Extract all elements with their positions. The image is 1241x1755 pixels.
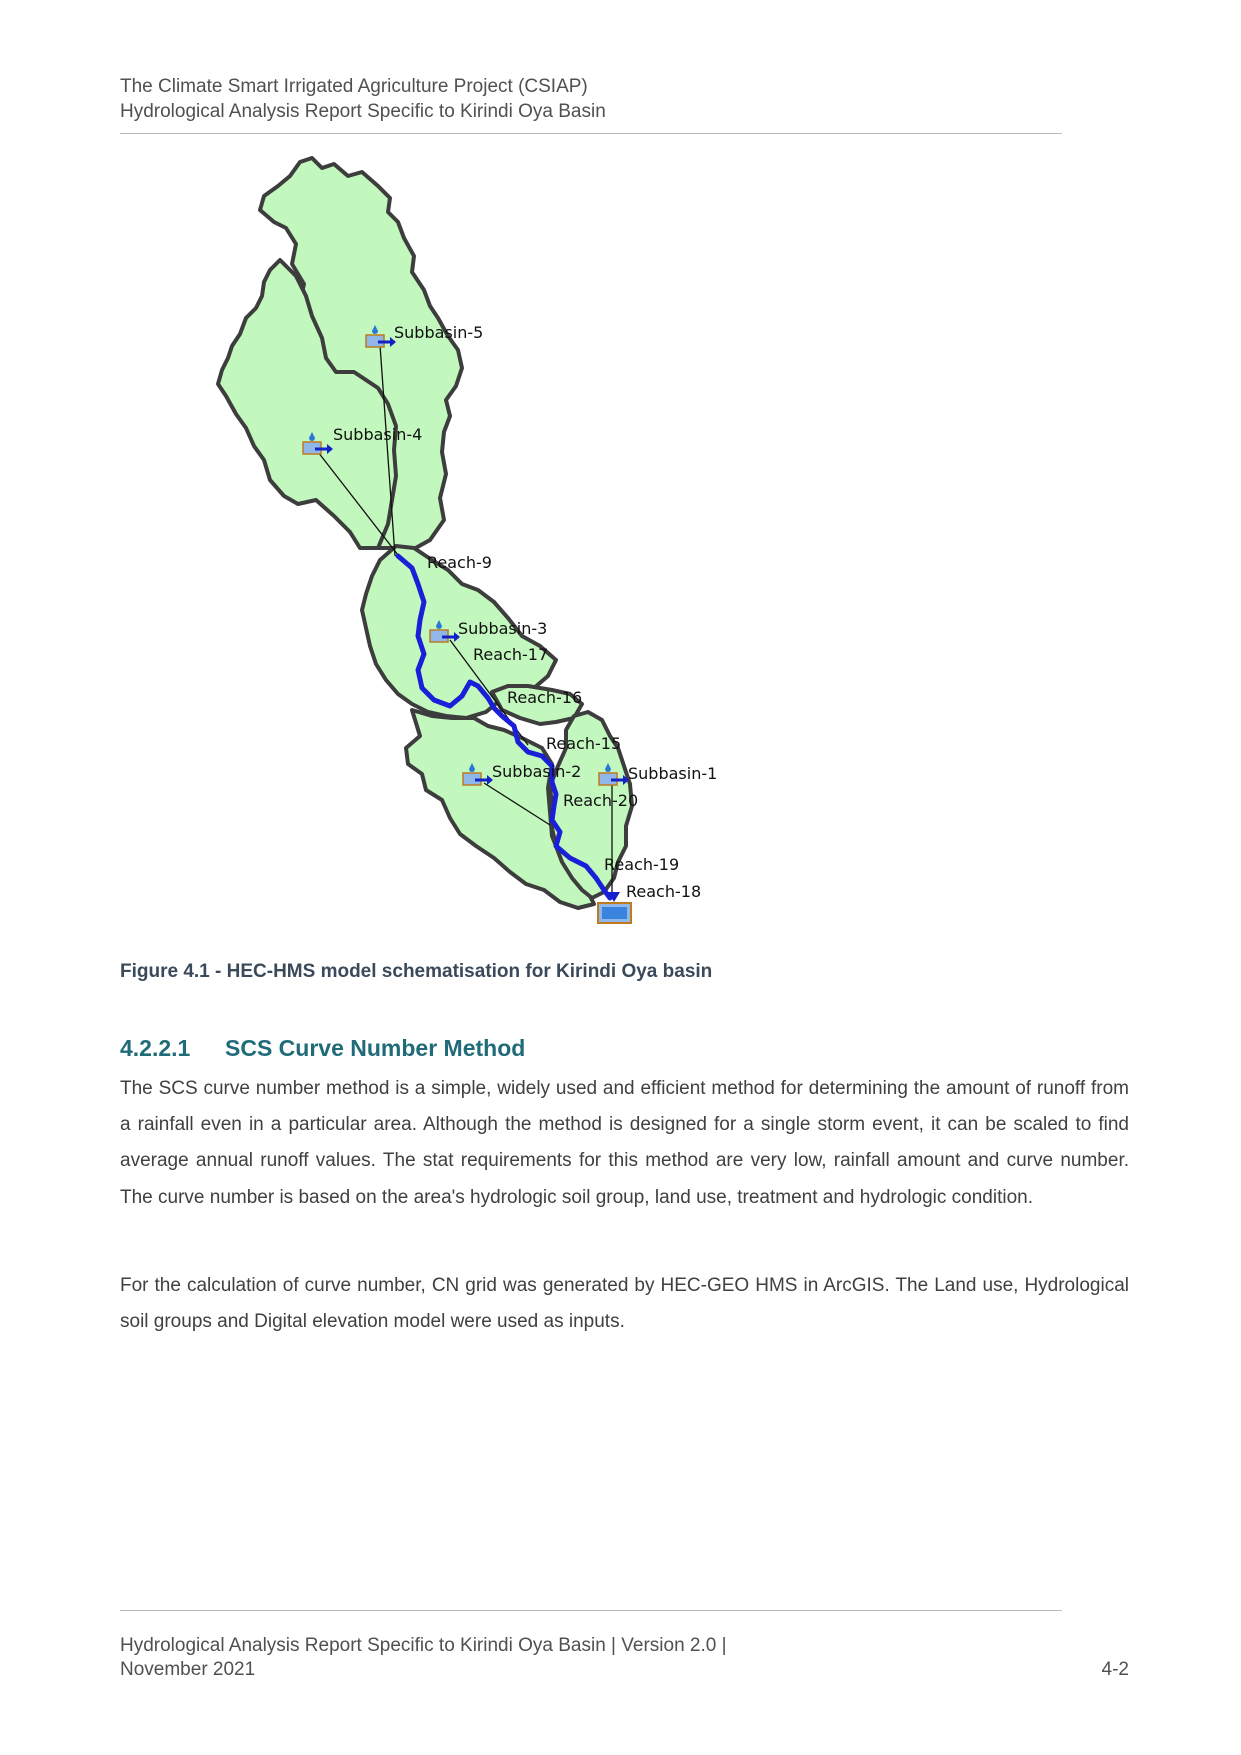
label-reach-9: Reach-9	[427, 553, 492, 572]
label-subbasin-5: Subbasin-5	[394, 323, 484, 342]
header-report-title: Hydrological Analysis Report Specific to Kirindi Oya Basin	[120, 101, 606, 122]
label-subbasin-3: Subbasin-3	[458, 619, 548, 638]
label-reach-18: Reach-18	[626, 882, 702, 901]
figure-caption: Figure 4.1 - HEC-HMS model schematisation for Kirindi Oya basin	[120, 961, 713, 982]
section-title: SCS Curve Number Method	[225, 1035, 526, 1061]
hec-hms-schematic-figure	[190, 150, 750, 930]
label-subbasin-2: Subbasin-2	[492, 762, 582, 781]
label-reach-16: Reach-16	[507, 688, 583, 707]
label-reach-20: Reach-20	[563, 791, 639, 810]
page-footer	[120, 1634, 727, 1682]
label-subbasin-1: Subbasin-1	[628, 764, 718, 783]
footer-divider	[120, 1610, 1062, 1611]
header-divider	[120, 133, 1062, 134]
label-subbasin-4: Subbasin-4	[333, 425, 423, 444]
body-paragraph: For the calculation of curve number, CN grid was generated by HEC-GEO HMS in ArcGIS. The Land use, Hydrological soil groups and Digital elevation model were used as inputs.	[120, 1275, 1129, 1333]
page-number: 4-2	[1101, 1659, 1129, 1680]
section-number: 4.2.2.1	[120, 1035, 191, 1061]
footer-date: November 2021	[120, 1659, 256, 1680]
label-reach-19: Reach-19	[604, 855, 680, 874]
label-reach-17: Reach-17	[473, 645, 549, 664]
header-project-title: The Climate Smart Irrigated Agriculture Project (CSIAP)	[120, 76, 588, 97]
section-heading	[120, 1035, 525, 1062]
label-reach-15: Reach-15	[546, 734, 622, 753]
page-header	[120, 74, 1062, 124]
footer-report-title: Hydrological Analysis Report Specific to Kirindi Oya Basin | Version 2.0 |	[120, 1635, 727, 1656]
body-paragraph: The SCS curve number method is a simple, widely used and efficient method for determining the amount of runoff from a rainfall even in a particular area. Although the method is designed for a single storm event, it can be scaled to find average annual runoff values. The stat requirements for this method are very low, rainfall amount and curve number. The curve number is based on the area's hydrologic soil group, land use, treatment and hydrologic condition.	[120, 1078, 1129, 1208]
